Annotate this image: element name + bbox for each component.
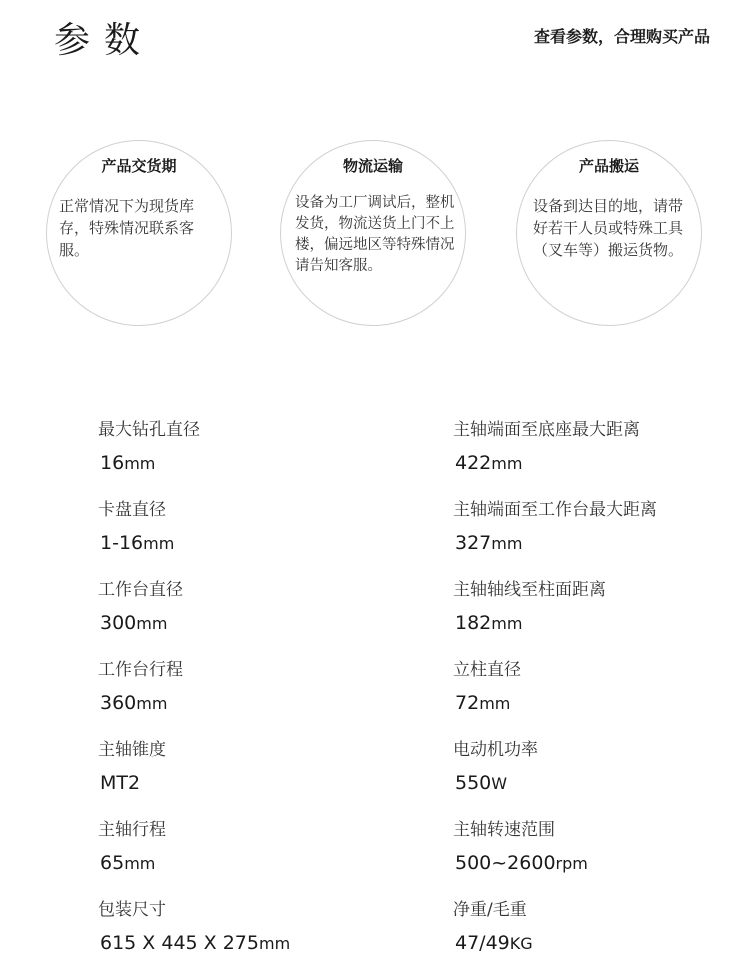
spec-value [453,450,640,477]
spec-value-number: 615 X 445 X 275 [100,932,259,954]
spec-value-number: 500~2600 [455,852,556,874]
spec-item [453,738,538,797]
spec-item [98,418,200,477]
spec-label: 最大钻孔直径 [98,420,200,440]
spec-value-unit: mm [259,934,291,953]
spec-item [453,578,606,637]
spec-item [98,658,183,717]
spec-item [453,498,657,557]
spec-item [98,498,174,557]
spec-label: 主轴行程 [98,820,166,840]
spec-value-unit: mm [136,694,168,713]
spec-value-number: 422 [455,452,492,474]
spec-value-unit: mm [124,854,156,873]
info-card-body: 设备到达目的地，请带好若干人员或特殊工具（叉车等）搬运货物。 [533,197,684,259]
spec-value [453,530,657,557]
info-card-title: 产品搬运 [578,157,639,175]
spec-value-unit: rpm [555,854,588,873]
spec-row [0,738,750,818]
page-title: 参数 [54,20,155,61]
spec-value-unit: mm [491,454,523,473]
spec-item [98,738,166,797]
spec-item [98,898,290,957]
spec-value [453,930,533,957]
spec-value [98,770,166,797]
spec-value [98,530,174,557]
spec-value [98,930,290,957]
spec-row [0,498,750,578]
spec-value-number: 360 [100,692,137,714]
spec-value-number: 16 [100,452,125,474]
page-subtitle: 查看参数，合理购买产品 [533,27,710,46]
spec-value-unit: mm [143,534,175,553]
spec-row [0,658,750,738]
spec-value-number: 182 [455,612,492,634]
spec-grid [0,418,750,975]
info-card-title: 产品交货期 [101,157,177,175]
spec-label: 立柱直径 [453,660,521,680]
spec-label: 工作台直径 [98,580,183,600]
spec-value-unit: mm [136,614,168,633]
spec-value [453,770,538,797]
spec-value-number: MT2 [100,772,141,794]
spec-item [453,418,640,477]
spec-label: 主轴锥度 [98,740,166,760]
spec-label: 卡盘直径 [98,500,166,520]
spec-value-number: 327 [455,532,492,554]
spec-label: 主轴轴线至柱面距离 [453,580,606,600]
info-card-title: 物流运输 [342,157,403,175]
spec-item [98,818,166,877]
spec-label: 工作台行程 [98,660,183,680]
spec-label: 包装尺寸 [98,900,166,920]
spec-value-number: 72 [455,692,480,714]
spec-value-unit: mm [491,614,523,633]
spec-value-unit: KG [509,934,533,953]
spec-value-unit: W [491,774,508,793]
spec-value-unit: mm [124,454,156,473]
spec-label: 主轴端面至工作台最大距离 [453,500,657,520]
spec-row [0,898,750,975]
info-card-handling [516,140,702,326]
spec-label: 主轴端面至底座最大距离 [453,420,640,440]
spec-label: 电动机功率 [453,740,538,760]
spec-value-number: 65 [100,852,125,874]
spec-row [0,418,750,498]
spec-item [98,578,183,637]
spec-value [98,450,200,477]
info-card-delivery [46,140,232,326]
spec-value-number: 47/49 [455,932,510,954]
spec-value-number: 1-16 [100,532,144,554]
info-card-logistics [280,140,466,326]
spec-value-number: 550 [455,772,492,794]
spec-value [453,610,606,637]
info-card-body: 设备为工厂调试后，整机发货，物流送货上门不上楼，偏远地区等特殊情况请告知客服。 [295,195,455,274]
spec-value-unit: mm [479,694,511,713]
spec-label: 净重/毛重 [453,900,527,920]
info-card-body: 正常情况下为现货库存，特殊情况联系客服。 [59,197,195,259]
spec-value [98,690,183,717]
spec-value [453,690,521,717]
spec-item [453,818,588,877]
spec-item [453,898,533,957]
spec-value-unit: mm [491,534,523,553]
spec-label: 主轴转速范围 [453,820,555,840]
spec-row [0,818,750,898]
spec-value [98,850,166,877]
spec-row [0,578,750,658]
spec-value [453,850,588,877]
spec-value-number: 300 [100,612,137,634]
spec-item [453,658,521,717]
spec-value [98,610,183,637]
